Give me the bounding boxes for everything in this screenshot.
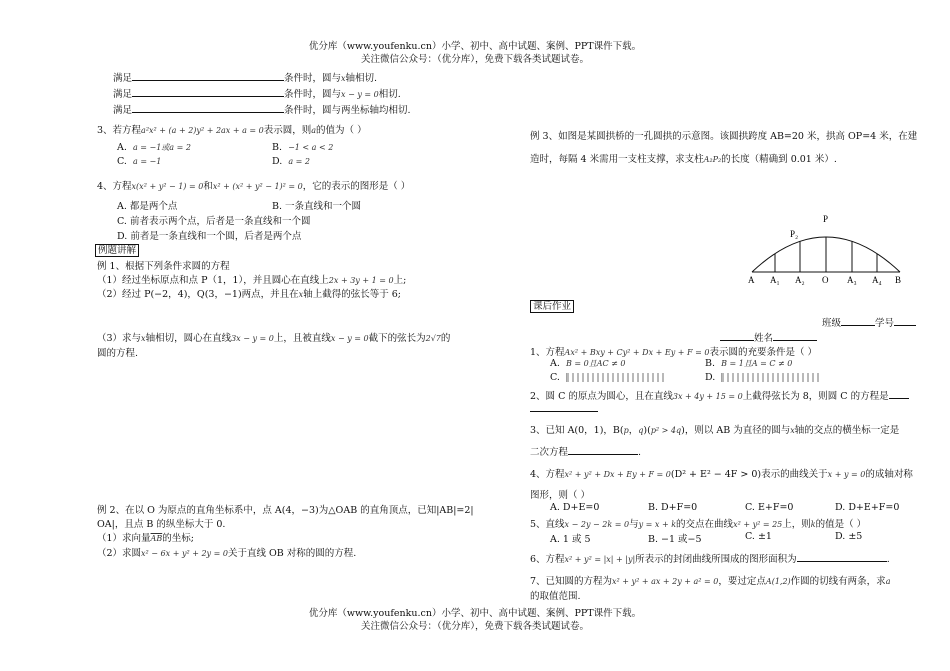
label-o: O xyxy=(822,275,829,285)
homework-6: 6、方程x² + y² = |x| + |y|所表示的封闭曲线所围成的图形面积为 . xyxy=(530,554,890,565)
example-1-part-3: （3）求与x轴相切，圆心在直线3x − y = 0上，且被直线x − y = 0截下的弦长为2√7的 xyxy=(97,333,451,344)
homework-4-cont: 图形，则（ ） xyxy=(530,490,591,501)
example-1-part-3-cont: 圆的方程. xyxy=(97,348,139,359)
example-1-part-2: （2）经过 P(−2，4)，Q(3，−1)两点，并且在x轴上截得的弦长等于 6; xyxy=(97,289,401,300)
label-a: A xyxy=(748,275,755,285)
h1-option-c: C. xyxy=(550,372,667,383)
example-3-line-2: 造时，每隔 4 米需用一支柱支撑，求支柱A₂P₂的长度（精确到 0.01 米）. xyxy=(530,154,837,165)
label-a4: A₄ xyxy=(872,275,882,285)
q4-option-a: A. 都是两个点 xyxy=(117,201,178,212)
name-field: 姓名 xyxy=(720,330,817,344)
example-2-part-2: （2）求圆x² − 6x + y² + 2y = 0关于直线 OB 对称的圆的方程. xyxy=(97,548,357,559)
example-3-line-1: 例 3、如图是某圆拱桥的一孔圆拱的示意图。该圆拱跨度 AB=20 米，拱高 OP=4 米，在建 xyxy=(530,131,918,142)
example-2-line-1: 例 2、在以 O 为原点的直角坐标系中，点 A(4，−3)为△OAB 的直角顶点，已知|AB|=2| xyxy=(97,505,474,516)
h1-option-b: B. B = 1且A = C ≠ 0 xyxy=(705,358,793,369)
example-2-part-1: （1）求向量$\overline{AB}$的坐标; xyxy=(97,533,194,544)
homework-2: 2、圆 C 的原点为圆心，且在直线3x + 4y + 15 = 0上截得弦长为 8，则圆 C 的方程是 xyxy=(530,388,909,402)
label-b: B xyxy=(895,275,902,285)
h5-option-d: D. ±5 xyxy=(835,531,863,542)
class-number-field: 班级 学号 xyxy=(822,315,916,329)
homework-4: 4、方程x² + y² + Dx + Ey + F = 0(D² + E² − 4F > 0)表示的曲线关于x + y = 0的成轴对称 xyxy=(530,469,913,480)
h5-option-a: A. 1 或 5 xyxy=(550,534,591,545)
footer-line-2: 关注微信公众号：（优分库），免费下载各类试题试卷。 xyxy=(360,621,589,632)
condition-3: 满足 条件时，圆与两坐标轴均相切. xyxy=(113,105,411,116)
label-a3: A₃ xyxy=(847,275,857,285)
h1-option-d: D. xyxy=(705,372,822,383)
q3-option-a: A. a = −1或a = 2 xyxy=(117,142,191,153)
arch-bridge-diagram xyxy=(740,210,910,290)
homework-2-blank xyxy=(530,402,598,415)
h4-option-d: D. D+E+F=0 xyxy=(835,502,900,513)
q4-option-c: C. 前者表示两个点，后者是一条直线和一个圆 xyxy=(117,216,311,227)
homework-3-cont: 二次方程 . xyxy=(530,447,642,458)
q3-option-d: D. a = 2 xyxy=(272,156,311,167)
h4-option-b: B. D+F=0 xyxy=(648,502,698,513)
label-p: P xyxy=(823,214,829,224)
q3-option-b: B. −1 < a < 2 xyxy=(272,142,334,153)
homework-3: 3、已知 A(0，1)，B(p，q)(p² > 4q)，则以 AB 为直径的圆与x轴的交点的横坐标一定是 xyxy=(530,425,900,436)
label-p2: P₂ xyxy=(790,229,799,239)
label-a2: A₂ xyxy=(795,275,805,285)
header-line-2: 关注微信公众号：（优分库），免费下载各类试题试卷。 xyxy=(360,54,589,65)
q3-option-c: C. a = −1 xyxy=(117,156,162,167)
label-a1: A₁ xyxy=(770,275,780,285)
homework-7: 7、已知圆的方程为x² + y² + ax + 2y + a² = 0，要过定点A(1,2)作圆的切线有两条，求a xyxy=(530,576,891,587)
q4-option-b: B. 一条直线和一个圆 xyxy=(272,201,362,212)
question-3: 3、若方程a²x² + (a + 2)y² + 2ax + a = 0表示圆，则a的值为（ ） xyxy=(97,125,367,136)
h5-option-c: C. ±1 xyxy=(745,531,772,542)
example-1-title: 例 1、根据下列条件求圆的方程 xyxy=(97,261,230,272)
example-2-line-2: OA|，且点 B 的纵坐标大于 0. xyxy=(97,519,226,530)
example-1-part-1: （1）经过坐标原点和点 P（1，1），并且圆心在直线上2x + 3y + 1 = 0上; xyxy=(97,275,407,286)
h4-option-c: C. E+F=0 xyxy=(745,502,794,513)
question-4: 4、方程x(x² + y² − 1) = 0和x² + (x² + y² − 1)² = 0，它的表示的图形是（ ） xyxy=(97,181,411,192)
section-homework: 课后作业 xyxy=(530,298,574,312)
footer-line-1: 优分库（www.youfenku.cn）小学、初中、高中试题、案例、PPT课件下载。 xyxy=(308,608,642,619)
condition-1: 满足 条件时，圆与x轴相切. xyxy=(113,73,378,84)
homework-1: 1、方程Ax² + Bxy + Cy² + Dx + Ey + F = 0表示圆的充要条件是（ ） xyxy=(530,347,817,358)
h5-option-b: B. −1 或−5 xyxy=(648,534,702,545)
homework-5: 5、直线x − 2y − 2k = 0与y = x + k的交点在曲线x² + y² = 25上，则k的值是（ ） xyxy=(530,519,867,530)
h1-option-a: A. B = 0且AC ≠ 0 xyxy=(550,358,626,369)
section-examples: 例题讲解 xyxy=(95,242,139,256)
h4-option-a: A. D+E=0 xyxy=(550,502,600,513)
condition-2: 满足 条件时，圆与x − y = 0相切. xyxy=(113,89,401,100)
q4-option-d: D. 前者是一条直线和一个圆，后者是两个点 xyxy=(117,231,302,242)
homework-7-cont: 的取值范围. xyxy=(530,591,581,602)
header-line-1: 优分库（www.youfenku.cn）小学、初中、高中试题、案例、PPT课件下载。 xyxy=(308,41,642,52)
